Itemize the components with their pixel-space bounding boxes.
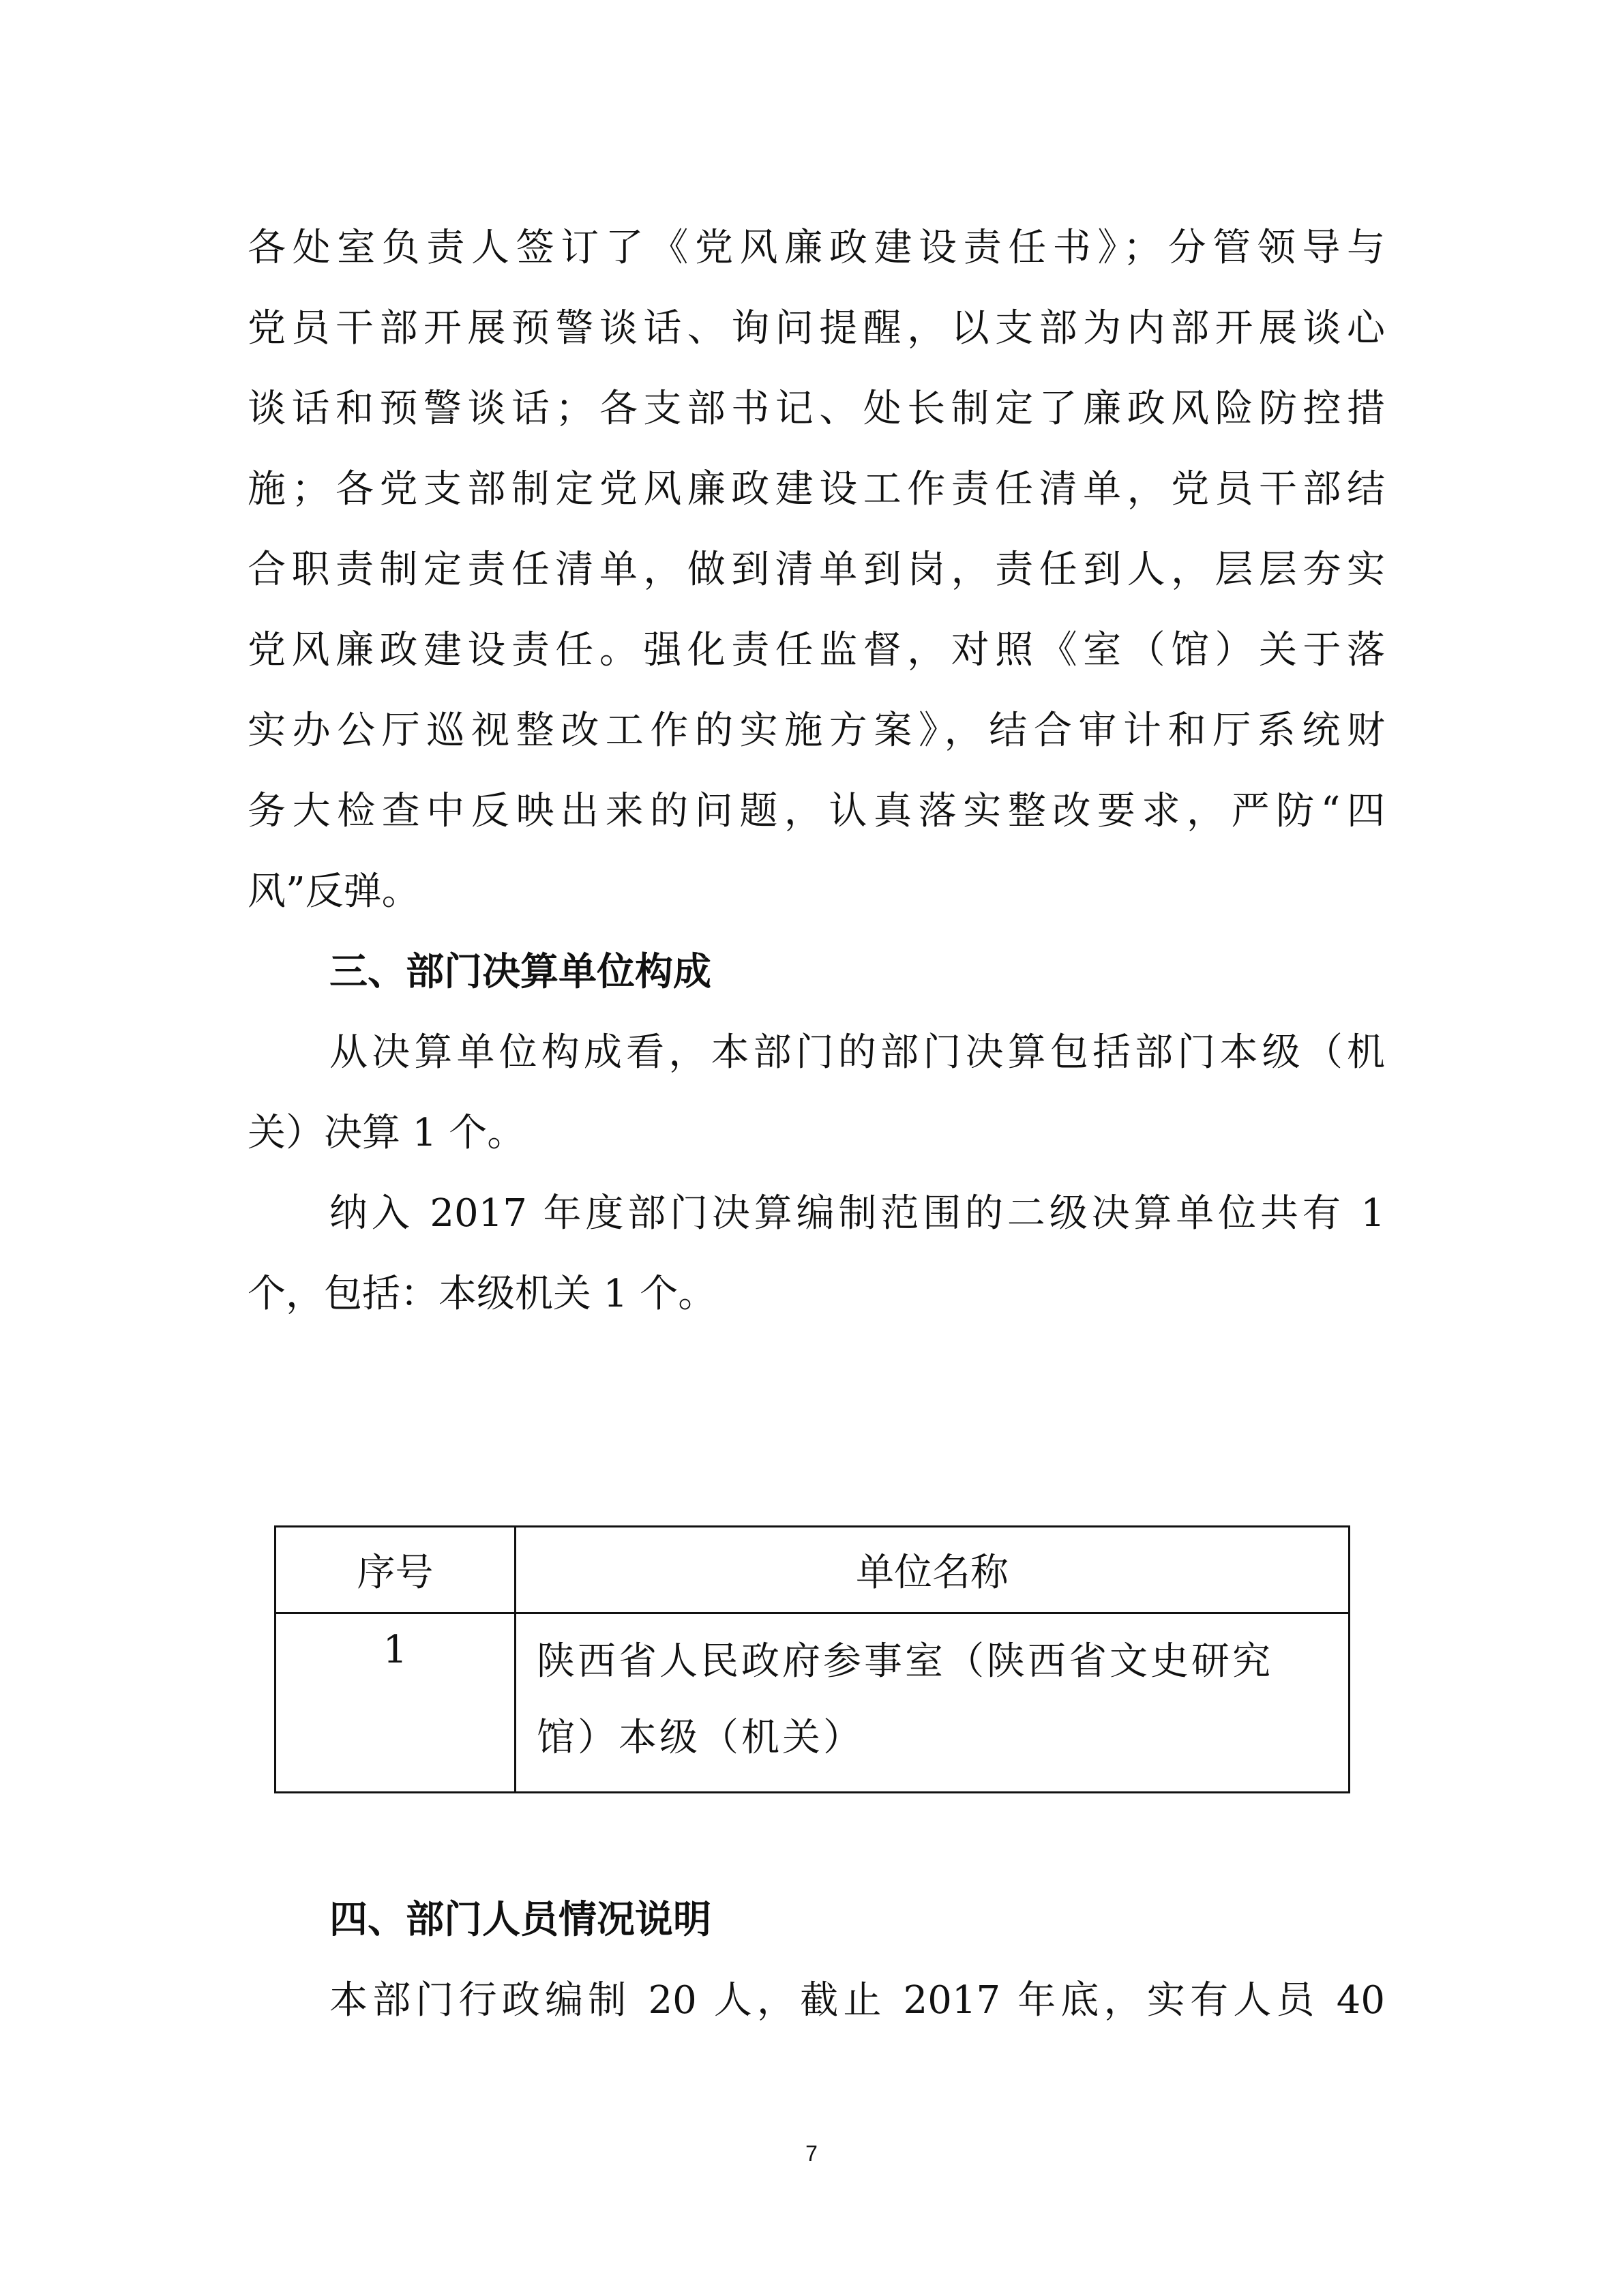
section-heading: 四、部门人员情况说明 — [329, 1898, 711, 1942]
body-text-line: 各处室负责人签订了《党风廉政建设责任书》；分管领导与 — [248, 226, 1385, 270]
body-text-line: 党风廉政建设责任。强化责任监督，对照《室（馆）关于落 — [248, 628, 1385, 672]
body-text-line: 风”反弹。 — [248, 869, 420, 914]
body-text-line: 本部门行政编制 20 人，截止 2017 年底，实有人员 40 — [329, 1978, 1385, 2023]
table-row — [276, 1613, 1350, 1793]
body-text-line: 党员干部开展预警谈话、询问提醒，以支部为内部开展谈心 — [248, 306, 1385, 351]
body-text-line: 从决算单位构成看，本部门的部门决算包括部门本级（机 — [329, 1030, 1385, 1075]
body-text-line: 实办公厅巡视整改工作的实施方案》，结合审计和厅系统财 — [248, 709, 1385, 753]
table-header-row — [276, 1527, 1350, 1613]
page-number: 7 — [805, 2141, 818, 2166]
cell-unit-name: 陕西省人民政府参事室（陕西省文史研究馆）本级（机关） — [516, 1613, 1350, 1793]
body-text-line: 个，包括：本级机关 1 个。 — [248, 1272, 717, 1316]
body-text-line: 务大检查中反映出来的问题，认真落实整改要求，严防“四 — [248, 789, 1385, 833]
column-header-seq: 序号 — [276, 1527, 516, 1613]
column-header-unit-name: 单位名称 — [516, 1527, 1350, 1613]
body-text-line: 关）决算 1 个。 — [248, 1111, 526, 1155]
body-text-line: 纳入 2017 年度部门决算编制范围的二级决算单位共有 1 — [329, 1191, 1385, 1236]
body-text-line: 施；各党支部制定党风廉政建设工作责任清单，党员干部结 — [248, 467, 1385, 511]
body-text-line: 合职责制定责任清单，做到清单到岗，责任到人，层层夯实 — [248, 548, 1385, 592]
budget-units-table — [274, 1525, 1350, 1793]
body-text-line: 谈话和预警谈话；各支部书记、处长制定了廉政风险防控措 — [248, 387, 1385, 431]
section-heading: 三、部门决算单位构成 — [329, 950, 711, 994]
cell-seq: 1 — [276, 1613, 516, 1793]
